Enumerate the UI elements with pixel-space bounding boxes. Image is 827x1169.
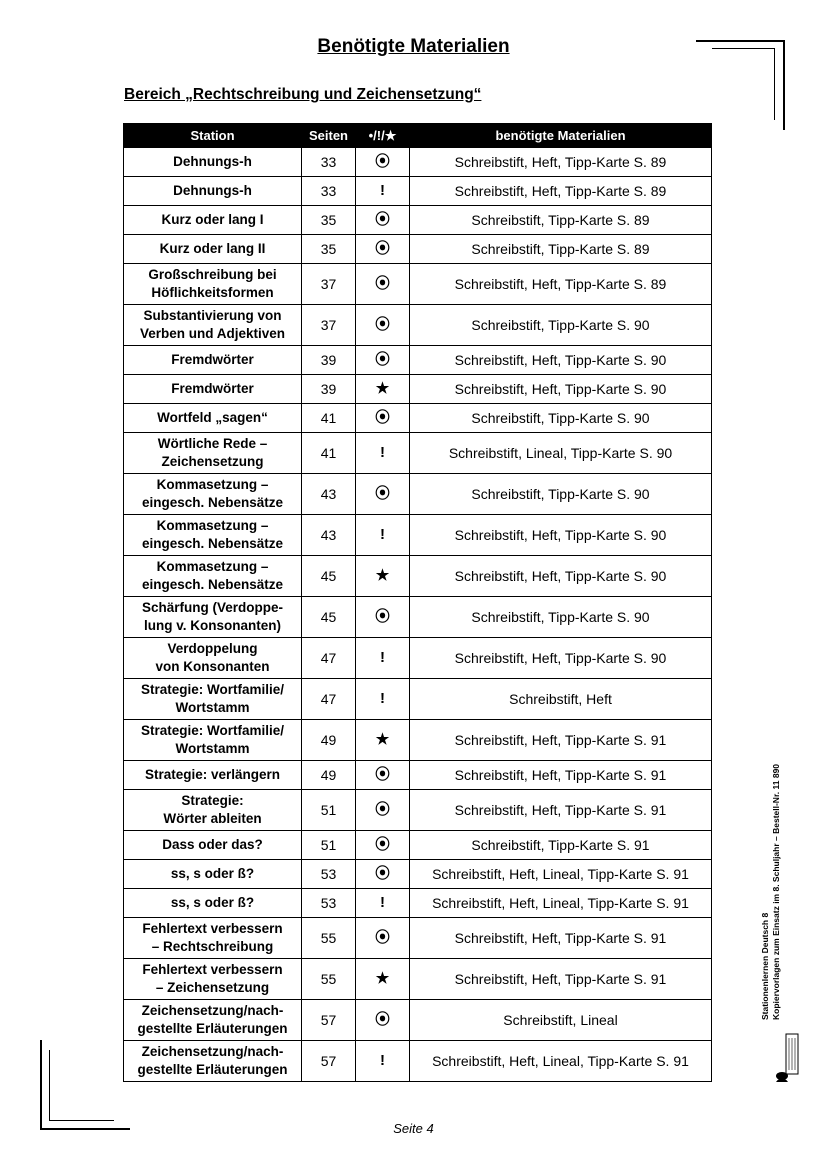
- cell-materials: Schreibstift, Heft, Tipp-Karte S. 91: [410, 790, 712, 831]
- cell-symbol: !: [356, 433, 410, 474]
- station-line: lung v. Konsonanten): [144, 618, 281, 633]
- station-line: Kommasetzung –: [156, 559, 269, 574]
- cell-seiten: 39: [302, 375, 356, 404]
- station-line: Zeichensetzung: [161, 454, 264, 469]
- table-row: [124, 679, 712, 720]
- station-line: gestellte Erläuterungen: [137, 1021, 288, 1036]
- cell-station: [124, 206, 302, 235]
- cell-materials: Schreibstift, Lineal: [410, 1000, 712, 1041]
- cell-symbol: ⦿: [356, 918, 410, 959]
- cell-materials: Schreibstift, Tipp-Karte S. 90: [410, 404, 712, 433]
- station-line: Fehlertext verbessern: [142, 921, 283, 936]
- cell-seiten: 49: [302, 761, 356, 790]
- cell-symbol: !: [356, 1041, 410, 1082]
- cell-station: [124, 177, 302, 206]
- side-text-line1: Stationenlernen Deutsch 8: [760, 912, 770, 1020]
- cell-station: [124, 959, 302, 1000]
- cell-symbol: ⦿: [356, 831, 410, 860]
- station-line: Wortstamm: [175, 741, 250, 756]
- cell-seiten: 35: [302, 206, 356, 235]
- table-row: [124, 206, 712, 235]
- table-row: [124, 148, 712, 177]
- station-line: Dass oder das?: [162, 837, 263, 852]
- cell-symbol: ⦿: [356, 761, 410, 790]
- cell-seiten: 35: [302, 235, 356, 264]
- station-line: Dehnungs-h: [173, 183, 252, 198]
- table-row: [124, 305, 712, 346]
- table-row: [124, 638, 712, 679]
- cell-seiten: 55: [302, 918, 356, 959]
- cell-station: [124, 597, 302, 638]
- cell-seiten: 33: [302, 177, 356, 206]
- station-line: Schärfung (Verdoppe-: [141, 600, 283, 615]
- table-row: [124, 1000, 712, 1041]
- table-row: [124, 515, 712, 556]
- station-line: Verben und Adjektiven: [139, 326, 286, 341]
- cell-materials: Schreibstift, Tipp-Karte S. 89: [410, 206, 712, 235]
- cell-materials: Schreibstift, Heft, Tipp-Karte S. 90: [410, 556, 712, 597]
- cell-seiten: 47: [302, 679, 356, 720]
- station-line: Strategie:: [181, 793, 244, 808]
- table-row: [124, 597, 712, 638]
- cell-symbol: ⦿: [356, 305, 410, 346]
- cell-seiten: 57: [302, 1041, 356, 1082]
- station-line: Großschreibung bei: [148, 267, 277, 282]
- cell-station: [124, 264, 302, 305]
- header-seiten: Seiten: [302, 124, 356, 148]
- station-line: Wörtliche Rede –: [157, 436, 268, 451]
- station-line: ss, s oder ß?: [170, 866, 255, 881]
- station-line: Dehnungs-h: [173, 154, 252, 169]
- cell-materials: Schreibstift, Tipp-Karte S. 90: [410, 597, 712, 638]
- table-row: [124, 720, 712, 761]
- station-line: Substantivierung von: [143, 308, 282, 323]
- header-station: Station: [124, 124, 302, 148]
- cell-symbol: ⦿: [356, 404, 410, 433]
- cell-materials: Schreibstift, Tipp-Karte S. 90: [410, 474, 712, 515]
- cell-materials: Schreibstift, Tipp-Karte S. 91: [410, 831, 712, 860]
- cell-seiten: 37: [302, 305, 356, 346]
- cell-materials: Schreibstift, Heft, Tipp-Karte S. 90: [410, 375, 712, 404]
- cell-station: [124, 474, 302, 515]
- cell-station: [124, 404, 302, 433]
- cell-station: [124, 375, 302, 404]
- cell-materials: Schreibstift, Heft, Tipp-Karte S. 89: [410, 148, 712, 177]
- cell-symbol: ⦿: [356, 264, 410, 305]
- cell-station: [124, 235, 302, 264]
- table-row: [124, 235, 712, 264]
- cell-materials: Schreibstift, Heft, Lineal, Tipp-Karte S. 91: [410, 889, 712, 918]
- cell-materials: Schreibstift, Heft, Tipp-Karte S. 90: [410, 638, 712, 679]
- cell-materials: Schreibstift, Heft, Tipp-Karte S. 90: [410, 346, 712, 375]
- cell-station: [124, 918, 302, 959]
- cell-symbol: ⦿: [356, 346, 410, 375]
- station-line: Kommasetzung –: [156, 477, 269, 492]
- table-row: [124, 474, 712, 515]
- table-row: [124, 918, 712, 959]
- cell-symbol: !: [356, 515, 410, 556]
- cell-seiten: 53: [302, 860, 356, 889]
- cell-station: [124, 1041, 302, 1082]
- cell-symbol: ⦿: [356, 474, 410, 515]
- station-line: Strategie: verlängern: [144, 767, 281, 782]
- cell-symbol: ⦿: [356, 206, 410, 235]
- cell-symbol: ★: [356, 959, 410, 1000]
- table-row: [124, 404, 712, 433]
- publisher-logo-icon: [774, 1030, 802, 1088]
- cell-materials: Schreibstift, Heft, Tipp-Karte S. 91: [410, 720, 712, 761]
- cell-seiten: 57: [302, 1000, 356, 1041]
- station-line: Fremdwörter: [171, 381, 254, 396]
- cell-materials: Schreibstift, Heft, Tipp-Karte S. 89: [410, 264, 712, 305]
- table-row: [124, 264, 712, 305]
- cell-symbol: ⦿: [356, 860, 410, 889]
- cell-materials: Schreibstift, Heft, Tipp-Karte S. 91: [410, 918, 712, 959]
- table-body: [124, 148, 712, 1082]
- station-line: ss, s oder ß?: [170, 895, 255, 910]
- cell-seiten: 41: [302, 433, 356, 474]
- station-line: – Zeichensetzung: [155, 980, 270, 995]
- cell-symbol: ⦿: [356, 597, 410, 638]
- cell-seiten: 51: [302, 831, 356, 860]
- cell-materials: Schreibstift, Heft, Tipp-Karte S. 91: [410, 959, 712, 1000]
- corner-frame-bottom-left-v2: [49, 1050, 50, 1120]
- cell-symbol: !: [356, 679, 410, 720]
- cell-station: [124, 720, 302, 761]
- cell-station: [124, 346, 302, 375]
- cell-symbol: ⦿: [356, 235, 410, 264]
- station-line: Kurz oder lang I: [161, 212, 264, 227]
- cell-station: [124, 148, 302, 177]
- cell-station: [124, 433, 302, 474]
- table-row: [124, 959, 712, 1000]
- station-line: eingesch. Nebensätze: [141, 577, 284, 592]
- station-line: Wörter ableiten: [163, 811, 262, 826]
- table-row: [124, 860, 712, 889]
- station-line: Fremdwörter: [171, 352, 254, 367]
- station-line: eingesch. Nebensätze: [141, 495, 284, 510]
- publisher-side-text: [760, 700, 782, 1020]
- cell-seiten: 47: [302, 638, 356, 679]
- cell-symbol: !: [356, 177, 410, 206]
- materials-table: [123, 123, 712, 1082]
- corner-frame-bottom-left-v1: [40, 1040, 42, 1130]
- cell-seiten: 45: [302, 556, 356, 597]
- station-line: Fehlertext verbessern: [142, 962, 283, 977]
- cell-symbol: ★: [356, 375, 410, 404]
- table-row: [124, 761, 712, 790]
- cell-symbol: ⦿: [356, 790, 410, 831]
- station-line: Zeichensetzung/nach-: [141, 1044, 284, 1059]
- cell-materials: Schreibstift, Heft, Lineal, Tipp-Karte S. 91: [410, 1041, 712, 1082]
- station-line: Zeichensetzung/nach-: [141, 1003, 284, 1018]
- cell-materials: Schreibstift, Tipp-Karte S. 89: [410, 235, 712, 264]
- cell-station: [124, 1000, 302, 1041]
- cell-station: [124, 638, 302, 679]
- station-line: gestellte Erläuterungen: [137, 1062, 288, 1077]
- cell-symbol: ⦿: [356, 148, 410, 177]
- table-row: [124, 831, 712, 860]
- cell-seiten: 53: [302, 889, 356, 918]
- cell-symbol: ★: [356, 720, 410, 761]
- station-line: – Rechtschreibung: [151, 939, 274, 954]
- station-line: Kurz oder lang II: [159, 241, 266, 256]
- cell-seiten: 43: [302, 474, 356, 515]
- cell-seiten: 51: [302, 790, 356, 831]
- cell-station: [124, 889, 302, 918]
- cell-materials: Schreibstift, Tipp-Karte S. 90: [410, 305, 712, 346]
- cell-seiten: 45: [302, 597, 356, 638]
- cell-station: [124, 831, 302, 860]
- cell-seiten: 37: [302, 264, 356, 305]
- table-row: [124, 1041, 712, 1082]
- table-row: [124, 177, 712, 206]
- table-row: [124, 346, 712, 375]
- page-title: Benötigte Materialien: [317, 36, 510, 57]
- station-line: Verdoppelung: [167, 641, 258, 656]
- station-line: Wortfeld „sagen“: [157, 410, 268, 425]
- cell-materials: Schreibstift, Heft, Lineal, Tipp-Karte S. 91: [410, 860, 712, 889]
- cell-seiten: 41: [302, 404, 356, 433]
- cell-symbol: ⦿: [356, 1000, 410, 1041]
- cell-station: [124, 515, 302, 556]
- corner-frame-top-right-v2: [774, 48, 775, 120]
- header-materials: benötigte Materialien: [410, 124, 712, 148]
- cell-seiten: 33: [302, 148, 356, 177]
- table-row: [124, 375, 712, 404]
- side-text-line2: Kopiervorlagen zum Einsatz im 8. Schuljahr – Bestell-Nr. 11 890: [771, 763, 781, 1020]
- cell-seiten: 49: [302, 720, 356, 761]
- cell-materials: Schreibstift, Heft, Tipp-Karte S. 90: [410, 515, 712, 556]
- cell-materials: Schreibstift, Heft, Tipp-Karte S. 89: [410, 177, 712, 206]
- section-subtitle: Bereich „Rechtschreibung und Zeichensetzung“: [124, 86, 482, 103]
- table-row: [124, 790, 712, 831]
- cell-station: [124, 860, 302, 889]
- cell-seiten: 39: [302, 346, 356, 375]
- cell-seiten: 43: [302, 515, 356, 556]
- header-symbol: •/!/★: [356, 124, 410, 148]
- page-number: Seite 4: [393, 1121, 434, 1136]
- station-line: eingesch. Nebensätze: [141, 536, 284, 551]
- cell-symbol: !: [356, 889, 410, 918]
- station-line: Höflichkeitsformen: [151, 285, 274, 300]
- cell-station: [124, 679, 302, 720]
- table-row: [124, 889, 712, 918]
- station-line: Strategie: Wortfamilie/: [140, 682, 285, 697]
- cell-seiten: 55: [302, 959, 356, 1000]
- cell-materials: Schreibstift, Heft, Tipp-Karte S. 91: [410, 761, 712, 790]
- cell-symbol: !: [356, 638, 410, 679]
- table-row: [124, 556, 712, 597]
- table-row: [124, 433, 712, 474]
- cell-symbol: ★: [356, 556, 410, 597]
- station-line: von Konsonanten: [155, 659, 270, 674]
- station-line: Wortstamm: [175, 700, 250, 715]
- table-header-row: [124, 124, 712, 148]
- cell-station: [124, 556, 302, 597]
- cell-station: [124, 761, 302, 790]
- cell-station: [124, 790, 302, 831]
- cell-station: [124, 305, 302, 346]
- station-line: Strategie: Wortfamilie/: [140, 723, 285, 738]
- cell-materials: Schreibstift, Lineal, Tipp-Karte S. 90: [410, 433, 712, 474]
- cell-materials: Schreibstift, Heft: [410, 679, 712, 720]
- station-line: Kommasetzung –: [156, 518, 269, 533]
